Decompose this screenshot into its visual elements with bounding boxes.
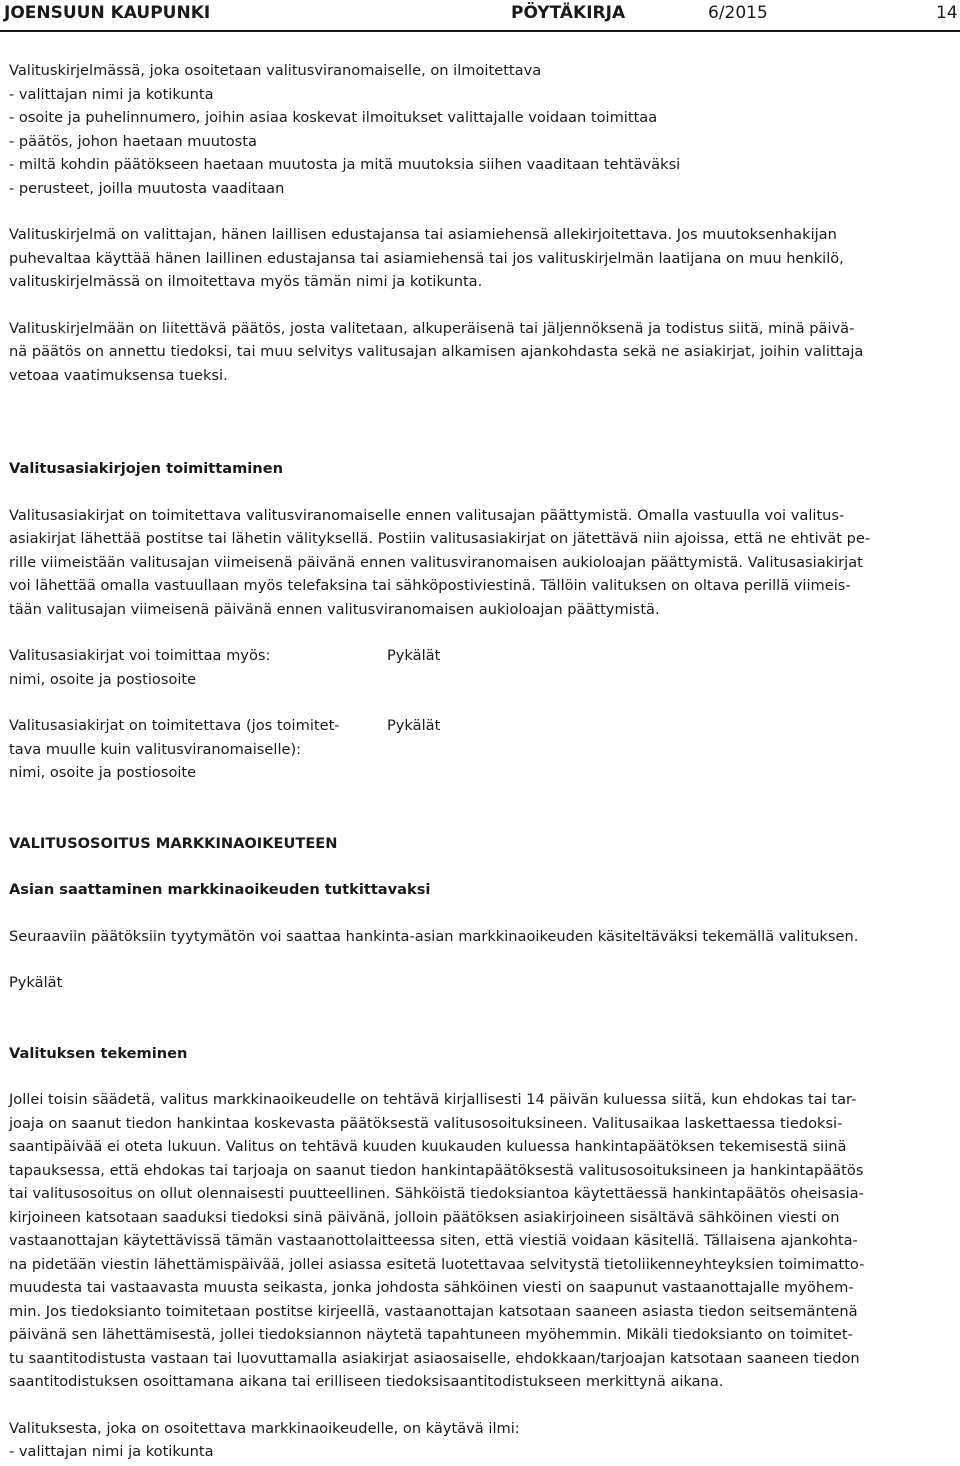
text-line: Valitusasiakirjat on toimitettava valitusviranomaiselle ennen valitusajan päättymistä. Omalla vastuulla voi valitus- [9,506,845,524]
delivery-table-row [9,644,949,691]
spacer [9,785,949,832]
market-court-intro [9,925,949,949]
attachments-paragraph [9,317,949,388]
appeal-contents-paragraph [9,59,949,200]
text-line: - miltä kohdin päätökseen haetaan muutosta ja mitä muutoksia siihen vaaditaan tehtäväksi [9,156,681,173]
delivery-table-sections: Pykälät [387,717,441,734]
spacer [9,294,949,317]
market-court-title: VALITUSOSOITUS MARKKINAOIKEUTEEN [9,834,338,852]
spacer [9,902,949,925]
text-line: tapauksessa, että ehdokas tai tarjoaja on saanut tiedon hankintapäätöksestä valitusosoituksineen ja hankintapäätös [9,1161,864,1179]
text-line: nä päätös on annettu tiedoksi, tai muu selvitys valitusajan alkamisen ajankohdasta sekä ne asiakirjat, joihin valittaja [9,343,864,360]
text-line: - valittajan nimi ja kotikunta [9,1443,214,1460]
text-line: vetoaa vaatimuksensa tueksi. [9,366,228,384]
spacer [9,442,949,457]
text-line: tava muulle kuin valitusviranomaiselle): [9,740,302,758]
text-line: Jollei toisin säädetä, valitus markkinaoikeudelle on tehtävä kirjallisesti 14 päivän kuluessa siitä, kun ehdokas tai tar- [9,1091,857,1108]
text-line: - valittajan nimi ja kotikunta [9,85,214,103]
text-line: nimi, osoite ja postiosoite [9,670,197,688]
spacer [9,948,949,971]
text-line: puhevaltaa käyttää hänen laillinen edustajansa tai asiamiehensä tai jos valituskirjelmän laatijana on muu henkilö, [9,249,844,267]
signing-paragraph [9,223,949,294]
spacer [9,995,949,1042]
text-line: päivänä sen lähettämisestä, jollei tiedoksiannon näytetä tapahtuneen myöhemmin. Mikäli tiedoksianto on toimitet- [9,1326,853,1343]
spacer [9,481,949,504]
text-line: Valituskirjelmä on valittajan, hänen laillisen edustajansa tai asiamiehensä allekirjoitettava. Jos muutoksenhakijan [9,226,837,243]
market-court-sections: Pykälät [9,974,63,991]
spacer [9,1394,949,1417]
text-line: valituskirjelmässä on ilmoitettava myös tämän nimi ja kotikunta. [9,273,483,290]
spacer [9,200,949,223]
text-line: na pidetään viestin lähettämispäivää, jollei asiassa esitetä luotettavaa selvitystä tietoliikenneyhteyksien toimimatto- [9,1255,865,1273]
delivery-table-left [9,644,384,691]
delivery-table-sections: Pykälät [387,647,441,664]
text-line: Valituksesta, joka on osoitettava markkinaoikeudelle, on käytävä ilmi: [9,1419,520,1437]
text-line: voi lähettää omalla vastuullaan myös telefaksina tai sähköpostiviestinä. Tällöin valituksen on oltava perillä viimeis- [9,577,851,594]
text-line: tai valitusosoitus on ollut olennaisesti puutteellinen. Sähköistä tiedoksiantoa käytettäessä hankintapäätös oheisasia- [9,1185,864,1202]
delivery-heading: Valitusasiakirjojen toimittaminen [9,460,283,477]
text-line: nimi, osoite ja postiosoite [9,764,197,781]
appeal-contents-list [9,1417,949,1464]
spacer [9,621,949,644]
text-line: asiakirjat lähettää postitse tai lähetin välityksellä. Postiin valitusasiakirjat on jätettävä niin ajoissa, että ne ehtivät pe- [9,530,871,547]
text-line: tään valitusajan viimeisenä päivänä ennen valitusviranomaisen aukioloajan päättymistä. [9,600,660,618]
page-header [0,0,960,32]
spacer [9,855,949,878]
text-line: - osoite ja puhelinnumero, joihin asiaa koskevat ilmoitukset valittajalle voidaan toimittaa [9,109,658,126]
text-line: saantitodistuksen osoittamana aikana tai erilliseen tiedoksisaantitodistukseen merkittynä aikana. [9,1373,724,1390]
delivery-table-row [9,714,949,785]
text-line: - perusteet, joilla muutosta vaaditaan [9,179,285,197]
text-line: - päätös, johon haetaan muutosta [9,132,257,150]
text-line: min. Jos tiedoksianto toimitetaan postitse kirjeellä, vastaanottajan katsotaan saaneen asiasta tiedon seitsemäntenä [9,1302,858,1320]
document-body [9,59,949,1464]
header-divider [0,30,960,32]
text-line: Valitusasiakirjat voi toimittaa myös: [9,647,271,664]
market-court-subheading: Asian saattaminen markkinaoikeuden tutkittavaksi [9,881,431,898]
text-line: kirjoineen katsotaan saaduksi tiedoksi sinä päivänä, jolloin päätöksen asiakirjoineen sisältävä sähköinen viesti on [9,1208,840,1226]
text-line: joaja on saanut tiedon hankintaa koskevasta päätöksestä valitusosoituksineen. Valitusaikaa laskettaessa tiedoksi- [9,1114,843,1132]
delivery-table-left [9,714,384,785]
text-line: muudesta tai vastaavasta muusta seikasta, jonka johdosta sähköinen viesti on saapunut vastaanottajalle myöhem- [9,1279,854,1296]
header-organization: JOENSUUN KAUPUNKI [4,3,211,23]
spacer [9,387,949,442]
text-line: Valituskirjelmässä, joka osoitetaan valitusviranomaiselle, on ilmoitettava [9,62,542,79]
text-line: Valitusasiakirjat on toimitettava (jos toimitet- [9,717,340,734]
text-line: vastaanottajan käytettävissä tämän vastaanottolaitteessa siten, että viestiä voidaan käsitellä. Tällaisena ajankohta- [9,1232,858,1249]
making-appeal-heading: Valituksen tekeminen [9,1044,188,1062]
making-appeal-paragraph [9,1088,949,1394]
spacer [9,691,949,714]
delivery-paragraph [9,504,949,622]
text-line: Valituskirjelmään on liitettävä päätös, josta valitetaan, alkuperäisenä tai jäljennöksenä ja todistus siitä, minä päivä- [9,319,855,337]
header-page-number: 14 [936,3,958,23]
text-line: rille viimeistään valitusajan viimeisenä päivänä ennen valitusviranomaisen aukioloajan päättymistä. Valitusasiakirjat [9,553,863,571]
header-document-type: PÖYTÄKIRJA [511,3,626,23]
text-line: saantipäivää ei oteta lukuun. Valitus on tehtävä kuuden kuukauden kuluessa hankintapäätöksen tekemisestä siinä [9,1138,847,1155]
text-line: Seuraaviin päätöksiin tyytymätön voi saattaa hankinta-asian markkinaoikeuden käsiteltäväksi tekemällä valituksen. [9,927,859,945]
header-document-number: 6/2015 [708,3,768,23]
spacer [9,1065,949,1088]
text-line: tu saantitodistusta vastaan tai luovuttamalla asiakirjat asiaosaiselle, ehdokkaan/tarjoajan katsotaan saaneen tiedon [9,1349,860,1367]
